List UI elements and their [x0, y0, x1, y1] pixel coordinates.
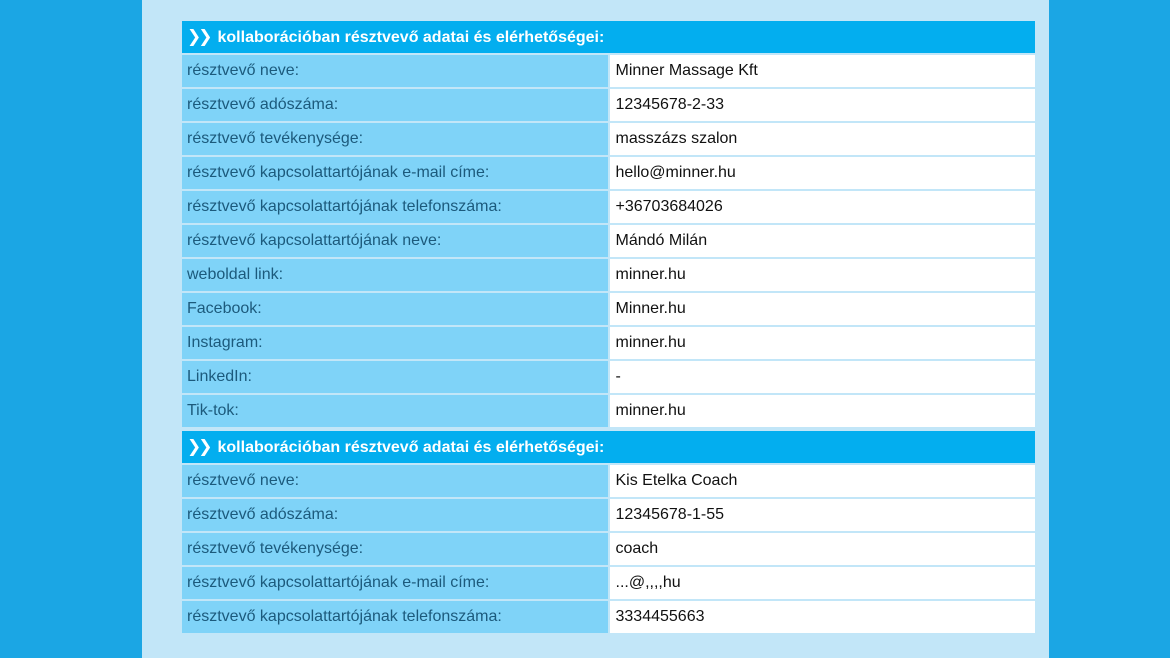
- table-row: [182, 327, 1035, 359]
- table-row: [182, 55, 1035, 87]
- table-row: [182, 533, 1035, 565]
- field-label: résztvevő tevékenysége:: [182, 123, 608, 155]
- participant-header-1: [182, 21, 1035, 53]
- field-value: Mándó Milán: [610, 225, 1036, 257]
- field-label: résztvevő kapcsolattartójának telefonszáma:: [182, 601, 608, 633]
- table-row: [182, 157, 1035, 189]
- table-row: [182, 123, 1035, 155]
- participants-container: [180, 19, 1037, 635]
- table-row: [182, 395, 1035, 427]
- field-label: résztvevő neve:: [182, 465, 608, 497]
- table-row: [182, 601, 1035, 633]
- field-value: 12345678-2-33: [610, 89, 1036, 121]
- field-value: minner.hu: [610, 259, 1036, 291]
- field-value: coach: [610, 533, 1036, 565]
- field-label: résztvevő kapcsolattartójának neve:: [182, 225, 608, 257]
- field-value: Minner Massage Kft: [610, 55, 1036, 87]
- field-value: hello@minner.hu: [610, 157, 1036, 189]
- field-value: +36703684026: [610, 191, 1036, 223]
- table-row: [182, 361, 1035, 393]
- field-label: résztvevő adószáma:: [182, 89, 608, 121]
- field-value: Kis Etelka Coach: [610, 465, 1036, 497]
- field-value: 12345678-1-55: [610, 499, 1036, 531]
- table-row: [182, 259, 1035, 291]
- table-row: [182, 567, 1035, 599]
- field-label: Instagram:: [182, 327, 608, 359]
- table-row: [182, 225, 1035, 257]
- field-value: 3334455663: [610, 601, 1036, 633]
- field-label: résztvevő adószáma:: [182, 499, 608, 531]
- table-row: [182, 293, 1035, 325]
- table-row: [182, 499, 1035, 531]
- field-label: Facebook:: [182, 293, 608, 325]
- field-label: LinkedIn:: [182, 361, 608, 393]
- field-label: résztvevő kapcsolattartójának telefonszáma:: [182, 191, 608, 223]
- field-value: minner.hu: [610, 395, 1036, 427]
- participant-table-2: [180, 429, 1037, 635]
- field-label: Tik-tok:: [182, 395, 608, 427]
- section-header-text: kollaborációban résztvevő adatai és elérhetőségei:: [217, 439, 605, 456]
- double-chevron-right-icon: ❯❯: [187, 437, 210, 456]
- field-value: minner.hu: [610, 327, 1036, 359]
- table-row: [182, 89, 1035, 121]
- field-value: ...@,,,,hu: [610, 567, 1036, 599]
- participant-table-1: [180, 19, 1037, 429]
- field-label: résztvevő kapcsolattartójának e-mail címe:: [182, 567, 608, 599]
- field-label: weboldal link:: [182, 259, 608, 291]
- field-label: résztvevő tevékenysége:: [182, 533, 608, 565]
- field-label: résztvevő kapcsolattartójának e-mail címe:: [182, 157, 608, 189]
- field-value: masszázs szalon: [610, 123, 1036, 155]
- field-value: Minner.hu: [610, 293, 1036, 325]
- table-row: [182, 191, 1035, 223]
- double-chevron-right-icon: ❯❯: [187, 27, 210, 46]
- field-value: -: [610, 361, 1036, 393]
- content-panel: [142, 0, 1049, 658]
- table-row: [182, 465, 1035, 497]
- field-label: résztvevő neve:: [182, 55, 608, 87]
- participant-header-2: [182, 431, 1035, 463]
- section-header-text: kollaborációban résztvevő adatai és elérhetőségei:: [217, 29, 605, 46]
